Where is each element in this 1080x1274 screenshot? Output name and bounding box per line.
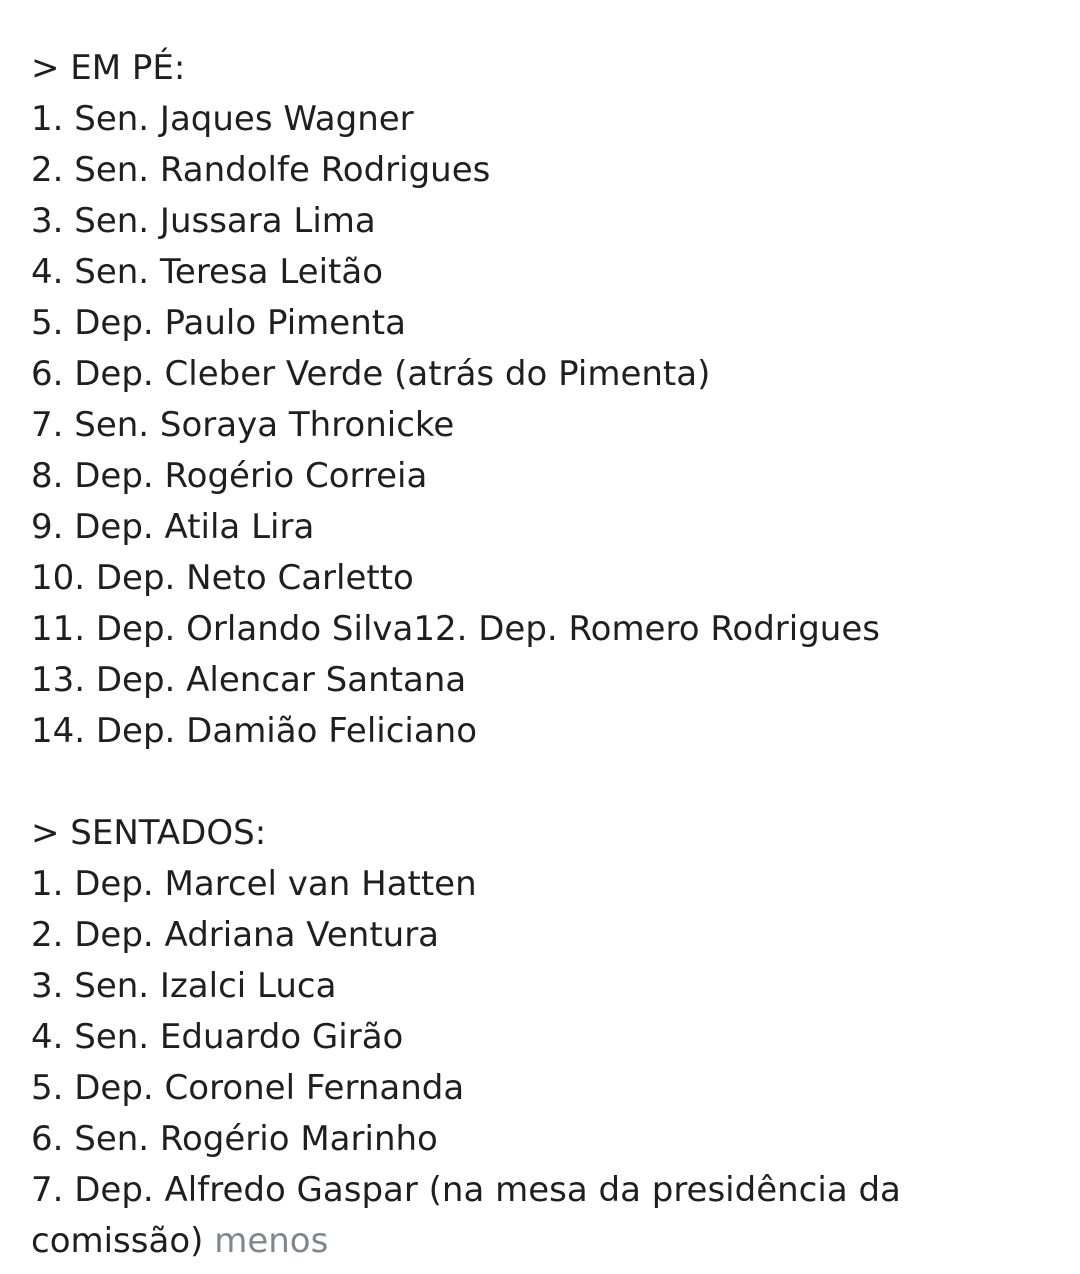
list-item: 7. Sen. Soraya Thronicke — [31, 405, 455, 445]
list-item: 2. Sen. Randolfe Rodrigues — [31, 150, 491, 190]
list-item: 9. Dep. Atila Lira — [31, 507, 315, 547]
list-item: 4. Sen. Eduardo Girão — [31, 1017, 404, 1057]
list-item: 4. Sen. Teresa Leitão — [31, 252, 384, 292]
list-item: 13. Dep. Alencar Santana — [31, 660, 467, 700]
list-item: 5. Dep. Paulo Pimenta — [31, 303, 406, 343]
list-item: 8. Dep. Rogério Correia — [31, 456, 428, 496]
list-item: 10. Dep. Neto Carletto — [31, 558, 414, 598]
section-spacer — [31, 757, 1061, 808]
post-text — [31, 43, 1061, 1267]
list-item: 14. Dep. Damião Feliciano — [31, 711, 478, 751]
list-item: 3. Sen. Izalci Luca — [31, 966, 337, 1006]
list-item: 1. Sen. Jaques Wagner — [31, 99, 414, 139]
section-heading-em-pe: > EM PÉ: — [31, 48, 186, 88]
list-item: 11. Dep. Orlando Silva12. Dep. Romero Rodrigues — [31, 609, 880, 649]
list-item: 1. Dep. Marcel van Hatten — [31, 864, 477, 904]
list-item-continuation — [31, 1216, 1061, 1267]
list-item: 7. Dep. Alfredo Gaspar (na mesa da presidência da — [31, 1170, 901, 1210]
list-item: 5. Dep. Coronel Fernanda — [31, 1068, 465, 1108]
list-item: 2. Dep. Adriana Ventura — [31, 915, 440, 955]
section-heading-sentados: > SENTADOS: — [31, 813, 267, 853]
list-item: 6. Dep. Cleber Verde (atrás do Pimenta) — [31, 354, 711, 394]
list-item-tail: comissão) — [31, 1221, 204, 1261]
show-less-link[interactable]: menos — [214, 1221, 329, 1261]
list-item: 6. Sen. Rogério Marinho — [31, 1119, 438, 1159]
list-item: 3. Sen. Jussara Lima — [31, 201, 376, 241]
